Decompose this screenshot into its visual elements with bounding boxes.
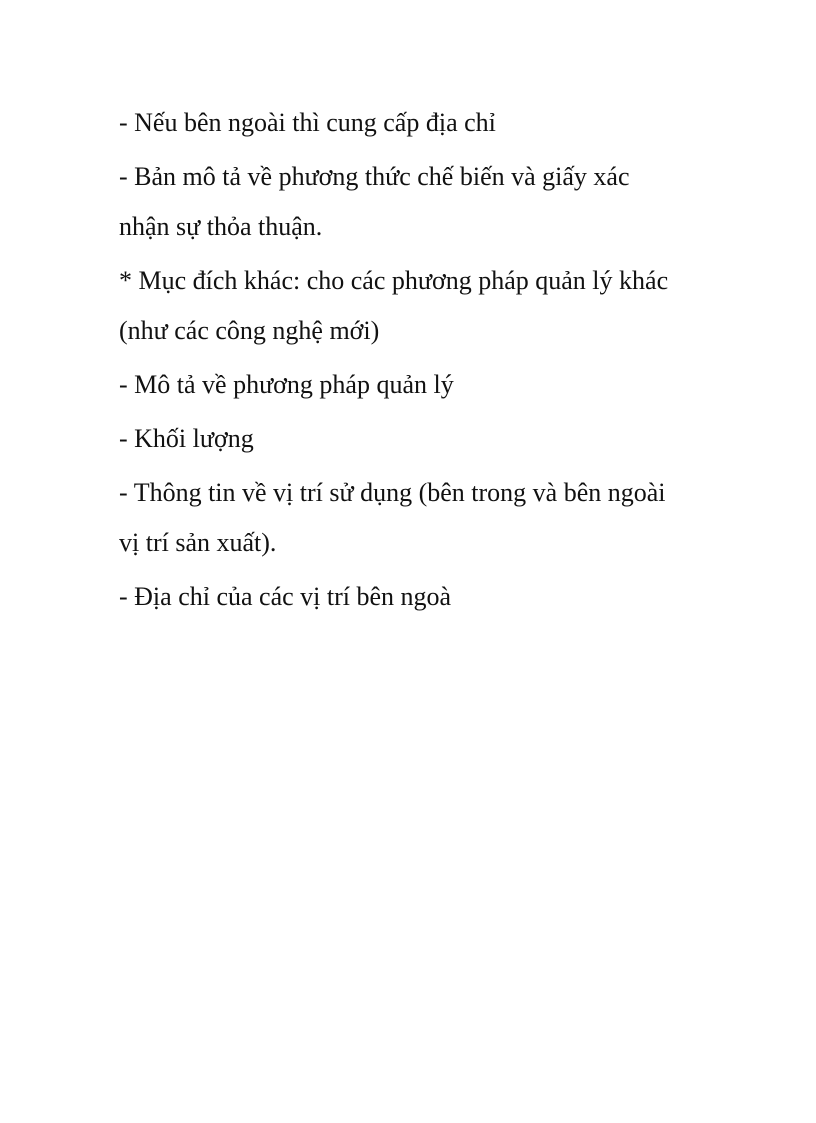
paragraph-line: - Thông tin về vị trí sử dụng (bên trong và bên ngoài [119, 478, 666, 507]
paragraph-line: * Mục đích khác: cho các phương pháp quản lý khác [119, 266, 669, 295]
paragraph-usage-location [119, 468, 719, 568]
paragraph-line: - Địa chỉ của các vị trí bên ngoà [119, 582, 452, 611]
paragraph-line: - Mô tả về phương pháp quản lý [119, 370, 454, 399]
paragraph-management-description [119, 360, 719, 410]
paragraph-processing-description [119, 152, 719, 252]
paragraph-line: - Khối lượng [119, 424, 254, 453]
paragraph-volume [119, 414, 719, 464]
paragraph-line: nhận sự thỏa thuận. [119, 212, 323, 241]
paragraph-external-address [119, 98, 719, 148]
paragraph-line: - Bản mô tả về phương thức chế biến và giấy xác [119, 162, 630, 191]
paragraph-line: (như các công nghệ mới) [119, 316, 380, 345]
paragraph-line: vị trí sản xuất). [119, 528, 277, 557]
document-body [119, 98, 719, 626]
paragraph-line: - Nếu bên ngoài thì cung cấp địa chỉ [119, 108, 496, 137]
paragraph-other-purposes [119, 256, 719, 356]
paragraph-external-location-address [119, 572, 719, 622]
